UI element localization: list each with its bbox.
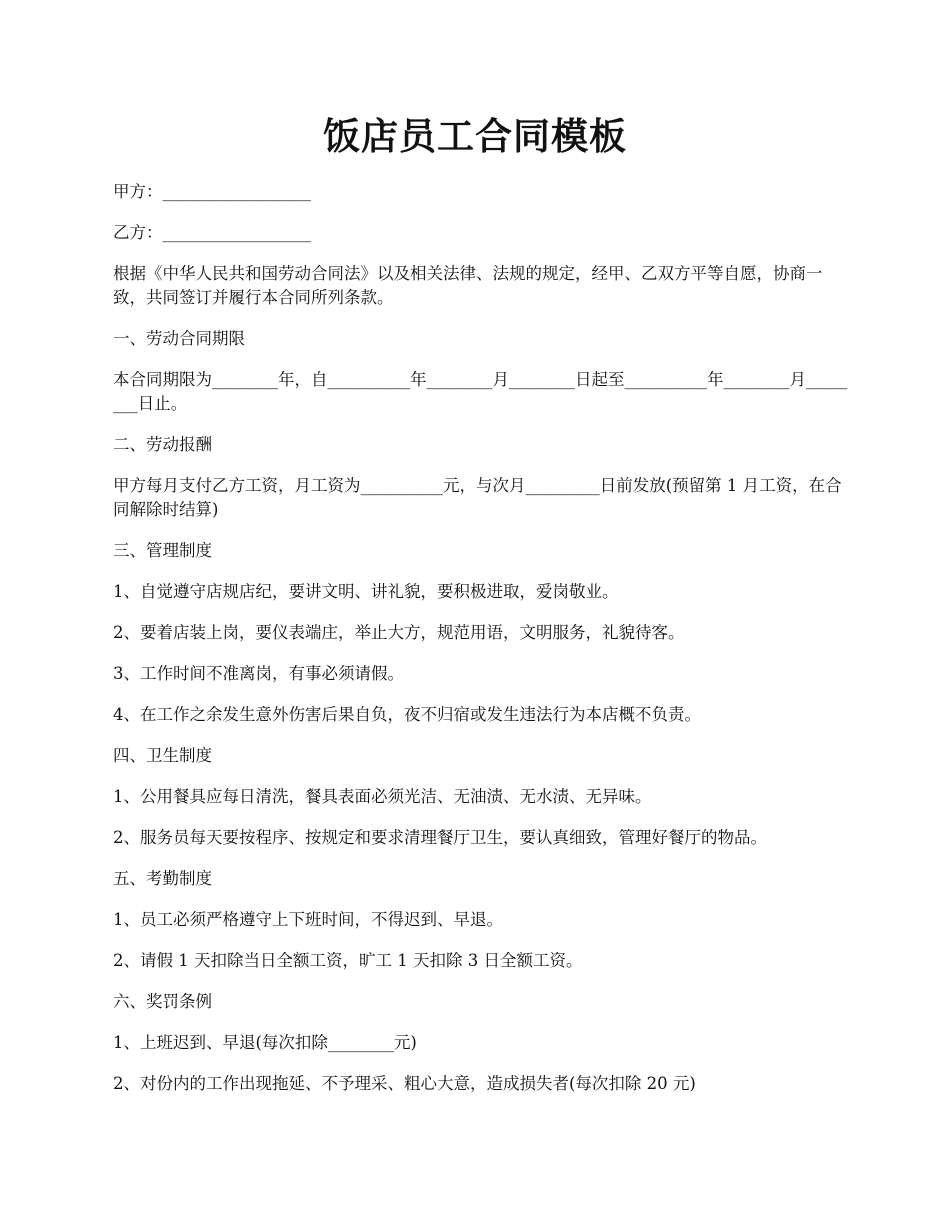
list-item: 2、服务员每天要按程序、按规定和要求清理餐厅卫生，要认真细致，管理好餐厅的物品。 bbox=[113, 828, 767, 847]
list-item: 1、自觉遵守店规店纪，要讲文明、讲礼貌，要积极进取，爱岗敬业。 bbox=[113, 582, 619, 601]
paragraph: 甲方每月支付乙方工资，月工资为__________元，与次月_________日前发放(预留第 1 月工资，在合同解除时结算) bbox=[113, 476, 842, 519]
list-item: 3、工作时间不准离岗，有事必须请假。 bbox=[113, 664, 404, 683]
preamble-paragraph: 根据《中华人民共和国劳动合同法》以及相关法律、法规的规定，经甲、乙双方平等自愿，协商一致，共同签订并履行本合同所列条款。 bbox=[113, 264, 823, 307]
list-item: 1、上班迟到、早退(每次扣除________元) bbox=[113, 1033, 417, 1052]
section-heading: 二、劳动报酬 bbox=[113, 435, 212, 454]
section-heading: 三、管理制度 bbox=[113, 541, 212, 560]
list-item: 2、请假 1 天扣除当日全额工资，旷工 1 天扣除 3 日全额工资。 bbox=[113, 951, 583, 970]
section-heading: 四、卫生制度 bbox=[113, 746, 212, 765]
list-item: 1、员工必须严格遵守上下班时间，不得迟到、早退。 bbox=[113, 910, 503, 929]
section-heading: 一、劳动合同期限 bbox=[113, 329, 245, 348]
list-item: 2、要着店装上岗，要仪表端庄，举止大方，规范用语，文明服务，礼貌待客。 bbox=[113, 623, 685, 642]
party-b-line: 乙方：__________________ bbox=[113, 223, 311, 242]
party-a-line: 甲方：__________________ bbox=[113, 182, 311, 201]
document-title: 饭店员工合同模板 bbox=[323, 114, 627, 158]
section-heading: 五、考勤制度 bbox=[113, 869, 212, 888]
list-item: 4、在工作之余发生意外伤害后果自负，夜不归宿或发生违法行为本店概不负责。 bbox=[113, 705, 701, 724]
document-body bbox=[113, 180, 853, 1113]
list-item: 1、公用餐具应每日清洗，餐具表面必须光洁、无油渍、无水渍、无异味。 bbox=[113, 787, 652, 806]
section-heading: 六、奖罚条例 bbox=[113, 992, 212, 1011]
paragraph: 本合同期限为________年，自__________年________月________日起至__________年________月________日止。 bbox=[113, 370, 848, 413]
list-item: 2、对份内的工作出现拖延、不予理采、粗心大意，造成损失者(每次扣除 20 元) bbox=[113, 1074, 696, 1093]
